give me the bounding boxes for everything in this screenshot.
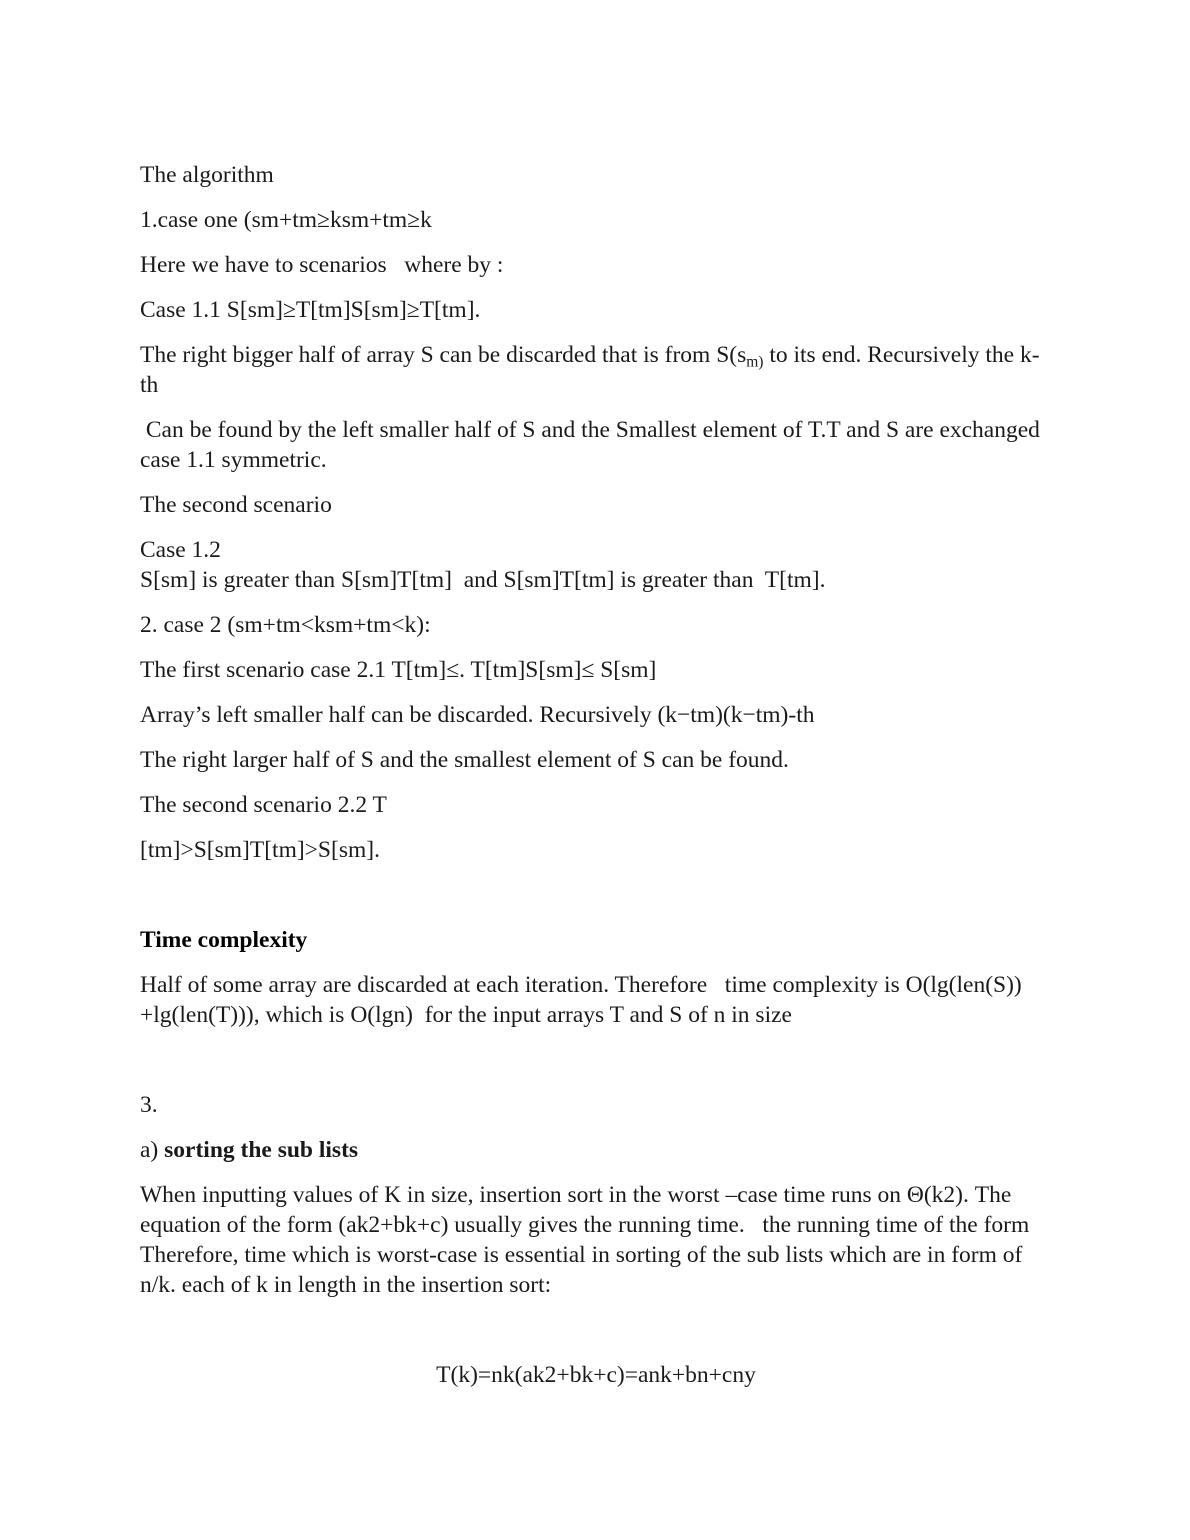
discard-right-prefix-text: The right bigger half of array S can be discarded that is from S(s bbox=[140, 342, 747, 368]
label-case-1-2: Case 1.2 bbox=[140, 537, 221, 563]
paragraph-second-scenario: The second scenario bbox=[140, 492, 332, 518]
discard-right-suffix-text: to its end. Recursively the k-th bbox=[140, 342, 1040, 398]
paragraph-case-2-2-body: [tm]>S[sm]T[tm]>S[sm]. bbox=[140, 837, 380, 863]
paragraph-time-complexity-line-1: Half of some array are discarded at each iteration. Therefore time complexity is O(lg(len(S)) bbox=[140, 972, 1022, 998]
paragraph-case-1-1: Case 1.1 S[sm]≥T[tm]S[sm]≥T[tm]. bbox=[140, 297, 481, 323]
heading-time-complexity: Time complexity bbox=[140, 927, 308, 953]
paragraph-insertion-sort-line-3: Therefore, time which is worst-case is essential in sorting of the sub lists which are in form of bbox=[140, 1242, 1023, 1268]
blank-line-before-time-complexity bbox=[140, 880, 1052, 910]
paragraph-case-one: 1.case one (sm+tm≥ksm+tm≥k bbox=[140, 207, 432, 233]
paragraph-time-complexity-line-2: +lg(len(T))), which is O(lgn) for the input arrays T and S of n in size bbox=[140, 1002, 792, 1028]
paragraph-case-1-2-body: S[sm] is greater than S[sm]T[tm] and S[sm]T[tm] is greater than T[tm]. bbox=[140, 567, 826, 593]
blank-line-before-formula bbox=[140, 1315, 1052, 1345]
paragraph-second-scenario-2-2: The second scenario 2.2 T bbox=[140, 792, 387, 818]
paragraph-array-left-discard: Array’s left smaller half can be discarded. Recursively (k−tm)(k−tm)-th bbox=[140, 702, 815, 728]
section-a-title: sorting the sub lists bbox=[164, 1137, 359, 1163]
paragraph-case-1-1-symmetric: case 1.1 symmetric. bbox=[140, 447, 327, 473]
paragraph-insertion-sort-line-1: When inputting values of K in size, insertion sort in the worst –case time runs on Θ(k2). The bbox=[140, 1182, 1012, 1208]
paragraph-case-2-1: The first scenario case 2.1 T[tm]≤. T[tm]S[sm]≤ S[sm] bbox=[140, 657, 657, 683]
paragraph-case-two: 2. case 2 (sm+tm<ksm+tm<k): bbox=[140, 612, 431, 638]
paragraph-discard-right-half bbox=[140, 340, 1052, 400]
blank-line-before-section-three bbox=[140, 1045, 1052, 1075]
paragraph-insertion-sort-line-2: equation of the form (ak2+bk+c) usually gives the running time. the running time of the form bbox=[140, 1212, 1030, 1238]
paragraph-can-be-found: Can be found by the left smaller half of S and the Smallest element of T.T and S are exchanged bbox=[140, 417, 1040, 443]
paragraph-right-larger-half: The right larger half of S and the smallest element of S can be found. bbox=[140, 747, 789, 773]
paragraph-insertion-sort-line-4: n/k. each of k in length in the insertion sort: bbox=[140, 1272, 552, 1298]
formula-insertion-sort-running-time: T(k)=nk(ak2+bk+c)=ank+bn+cny bbox=[436, 1362, 756, 1388]
subscript-m-paren: m) bbox=[746, 353, 764, 371]
heading-the-algorithm: The algorithm bbox=[140, 162, 274, 188]
section-a-marker: a) bbox=[140, 1137, 165, 1163]
document-body bbox=[140, 160, 1052, 1390]
paragraph-scenarios-intro: Here we have to scenarios where by : bbox=[140, 252, 504, 278]
heading-section-a bbox=[140, 1135, 1052, 1165]
label-section-three: 3. bbox=[140, 1092, 158, 1118]
